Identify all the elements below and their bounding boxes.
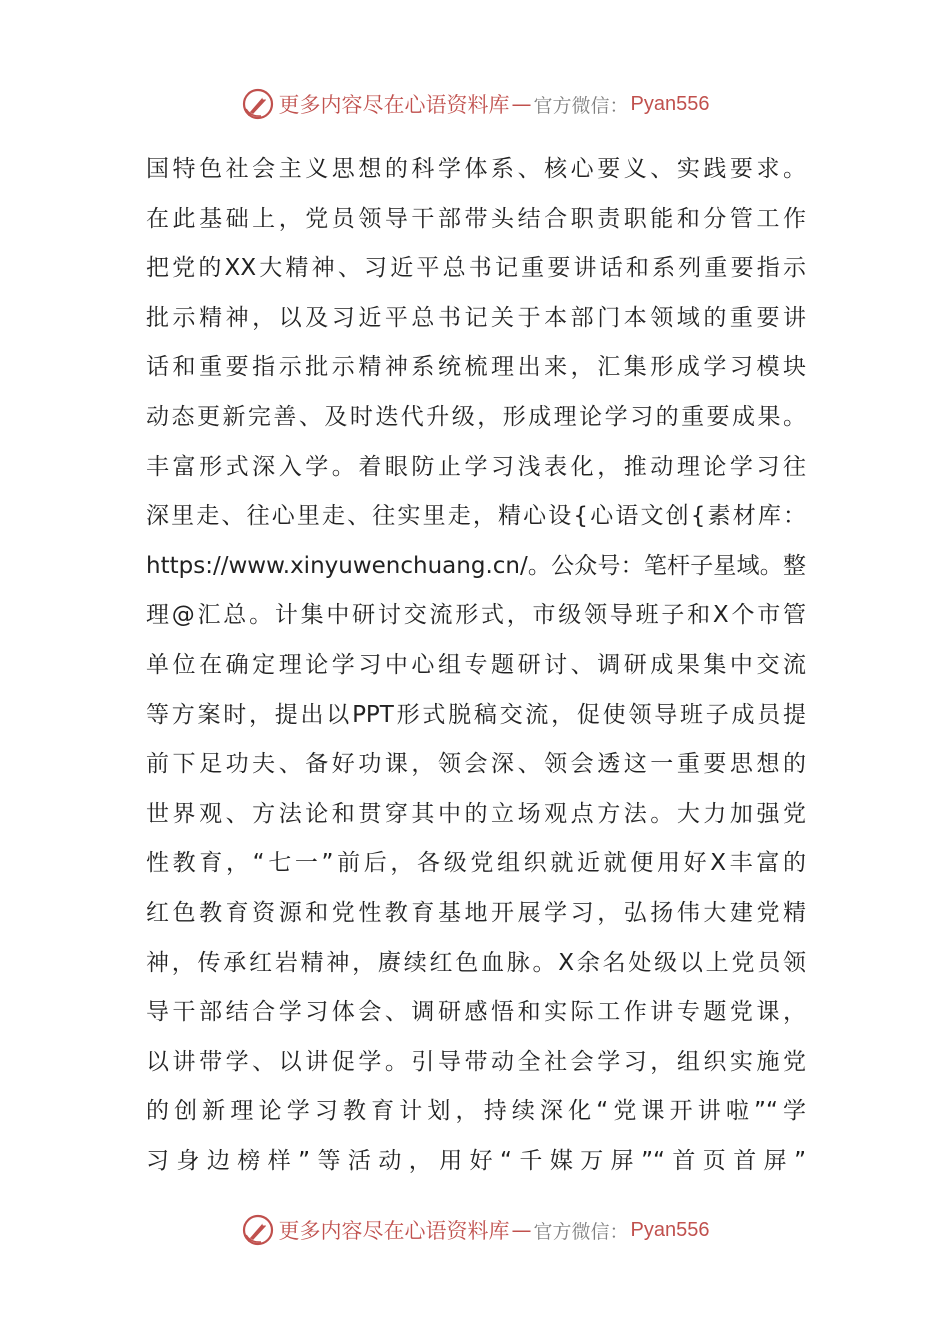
text-line: 神，传承红岩精神，赓续红色血脉。X余名处级以上党员领 <box>146 949 806 976</box>
text-line: 等方案时，提出以PPT形式脱稿交流，促使领导班子成员提 <box>146 701 806 728</box>
body-text <box>146 145 806 1186</box>
text-line: 话和重要指示批示精神系统梳理出来，汇集形成学习模块 <box>146 354 806 381</box>
brand-separator: — <box>511 92 532 116</box>
text-line: 批示精神，以及习近平总书记关于本部门本领域的重要讲 <box>146 304 806 331</box>
text-line: 深里走、往心里走、往实里走，精心设{心语文创{素材库： <box>146 503 806 530</box>
text-line: 把党的XX大精神、习近平总书记重要讲话和系列重要指示 <box>146 255 806 282</box>
text-line: https://www.xinyuwenchuang.cn/。公众号：笔杆子星域。整 <box>146 552 806 579</box>
wechat-label: 官方微信： <box>533 94 629 117</box>
text-line: 红色教育资源和党性教育基地开展学习，弘扬伟大建党精 <box>146 899 806 926</box>
text-line: 理@汇总。计集中研讨交流形式，市级领导班子和X个市管 <box>146 602 806 629</box>
brand-text: 更多内容尽在心语资料库 <box>278 93 510 117</box>
pen-nib-logo-icon <box>241 87 275 121</box>
header-banner <box>0 84 950 124</box>
footer-banner <box>0 1210 950 1250</box>
brand-separator: — <box>511 1218 532 1242</box>
text-line: 在此基础上，党员领导干部带头结合职责职能和分管工作 <box>146 205 806 232</box>
text-line: 的创新理论学习教育计划，持续深化“党课开讲啦”“学 <box>146 1098 806 1125</box>
wechat-id: Pyan556 <box>630 92 710 115</box>
text-line: 单位在确定理论学习中心组专题研讨、调研成果集中交流 <box>146 651 806 678</box>
text-line: 前下足功夫、备好功课，领会深、领会透这一重要思想的 <box>146 751 806 778</box>
text-line: 国特色社会主义思想的科学体系、核心要义、实践要求。 <box>146 156 806 182</box>
text-line: 以讲带学、以讲促学。引导带动全社会学习，组织实施党 <box>146 1048 806 1075</box>
wechat-label: 官方微信： <box>533 1220 629 1243</box>
brand-text: 更多内容尽在心语资料库 <box>278 1219 510 1243</box>
wechat-id: Pyan556 <box>630 1218 710 1241</box>
text-line: 动态更新完善、及时迭代升级，形成理论学习的重要成果。 <box>146 403 806 430</box>
text-line: 导干部结合学习体会、调研感悟和实际工作讲专题党课， <box>146 999 806 1026</box>
text-line: 丰富形式深入学。着眼防止学习浅表化，推动理论学习往 <box>146 453 806 480</box>
text-line: 性教育，“七一”前后，各级党组织就近就便用好X丰富的 <box>146 850 806 877</box>
text-line: 世界观、方法论和贯穿其中的立场观点方法。大力加强党 <box>146 800 806 827</box>
pen-nib-logo-icon <box>241 1213 275 1247</box>
text-line: 习身边榜样”等活动，用好“千媒万屏”“首页首屏” <box>146 1147 806 1174</box>
